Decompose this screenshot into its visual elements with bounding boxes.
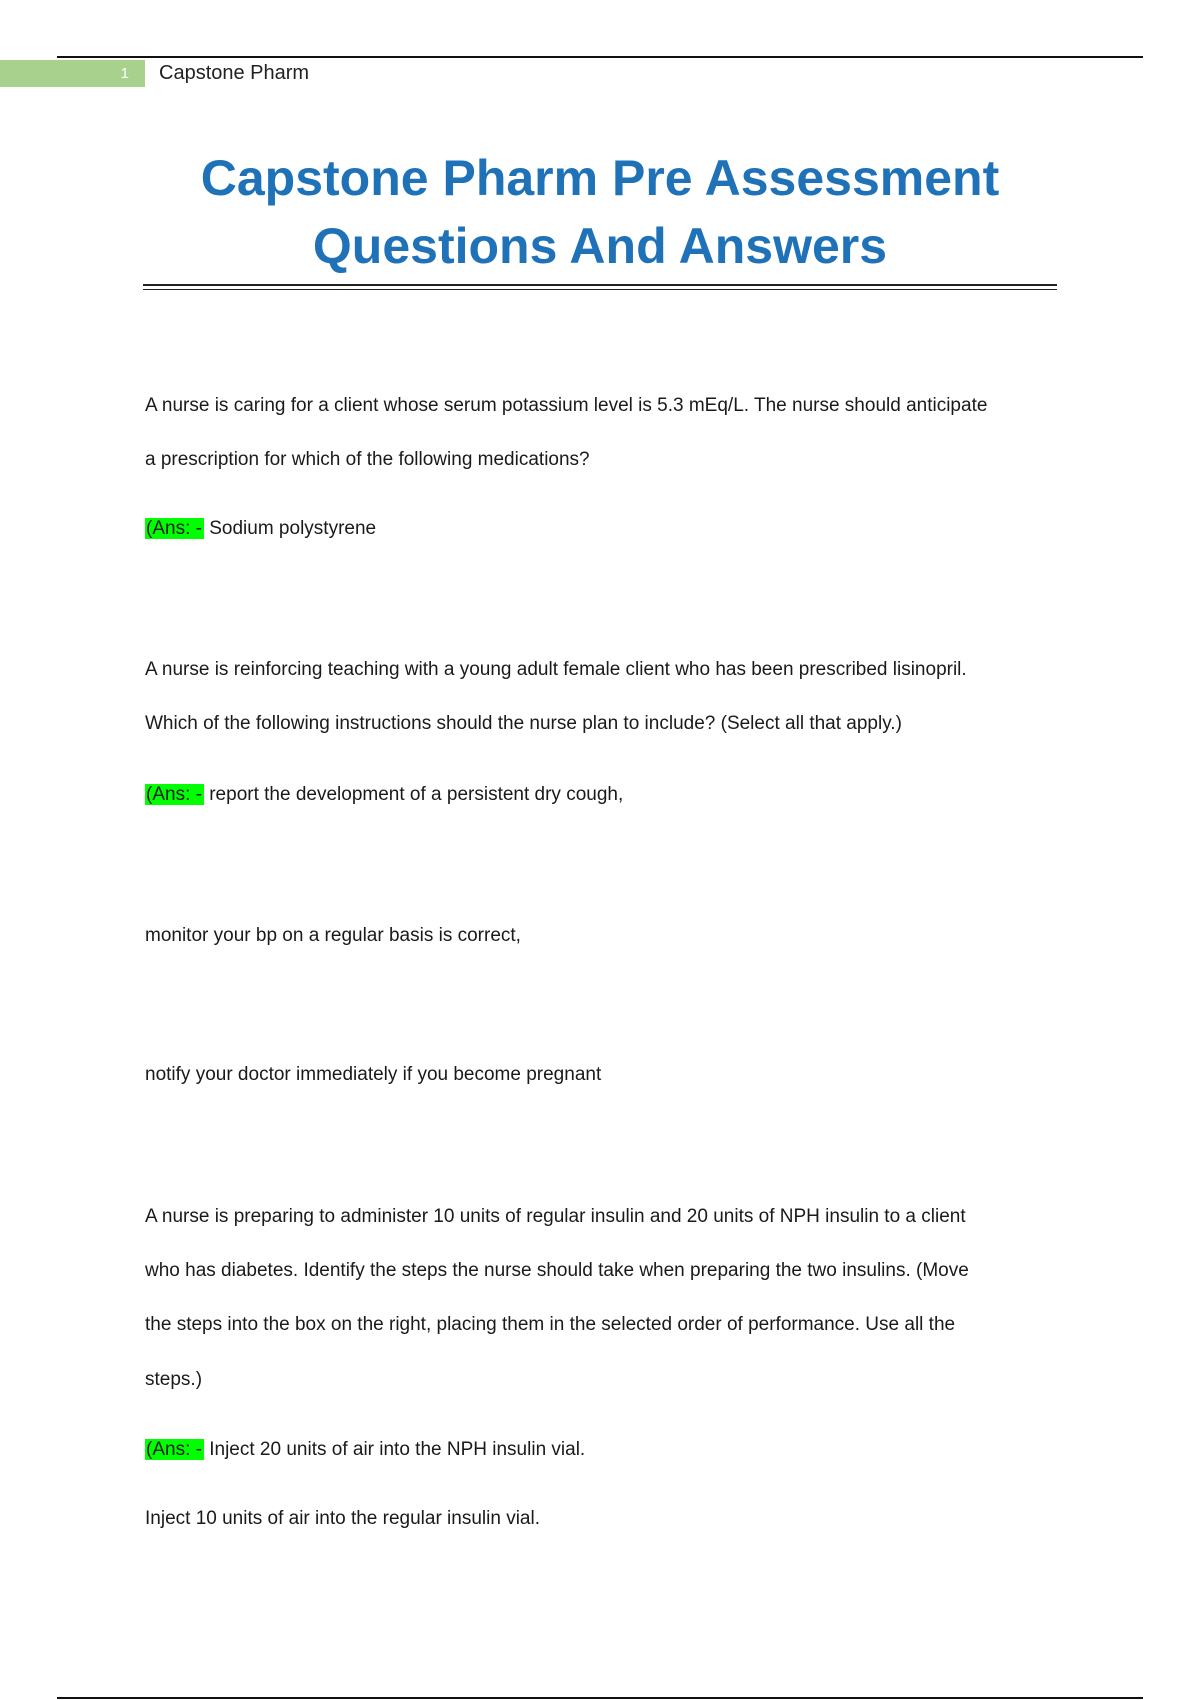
document-title-line-1: Capstone Pharm Pre Assessment [200,150,1000,206]
title-rule-thin [143,289,1057,290]
question-3-answer [145,1438,585,1462]
question-1-line-1: A nurse is caring for a client whose serum potassium level is 5.3 mEq/L. The nurse should anticipate [145,395,988,416]
answer-label: (Ans: - [146,518,202,539]
answer-text: Sodium polystyrene [209,518,377,539]
question-2-line-2: Which of the following instructions should the nurse plan to include? (Select all that apply.) [145,713,902,734]
question-2-answer-line-3: notify your doctor immediately if you become pregnant [145,1064,602,1085]
title-rule [143,284,1057,286]
document-title [143,144,1057,280]
question-2-line-1: A nurse is reinforcing teaching with a young adult female client who has been prescribed lisinopril. [145,659,967,680]
question-3-line-1: A nurse is preparing to administer 10 units of regular insulin and 20 units of NPH insulin to a client [145,1206,966,1227]
question-3-answer-line-2: Inject 10 units of air into the regular insulin vial. [145,1508,540,1529]
question-1-answer [145,517,376,541]
page-number-tab [0,60,145,87]
answer-label: (Ans: - [146,1439,202,1460]
document-title-line-2: Questions And Answers [312,218,888,274]
answer-label: (Ans: - [146,784,202,805]
question-3-line-2: who has diabetes. Identify the steps the nurse should take when preparing the two insulins. (Move [145,1260,969,1281]
question-2-answer-line-2: monitor your bp on a regular basis is correct, [145,925,521,946]
question-2-answer [145,783,623,807]
question-3-line-3: the steps into the box on the right, placing them in the selected order of performance. Use all the [145,1314,956,1335]
footer-rule [57,1697,1143,1699]
page-number: 1 [120,65,129,82]
running-header-title: Capstone Pharm [159,62,310,84]
question-3-line-4: steps.) [145,1369,203,1390]
header-rule [57,56,1143,58]
question-1-line-2: a prescription for which of the following medications? [145,449,590,470]
answer-text: report the development of a persistent dry cough, [209,784,624,805]
answer-text: Inject 20 units of air into the NPH insulin vial. [209,1439,586,1460]
